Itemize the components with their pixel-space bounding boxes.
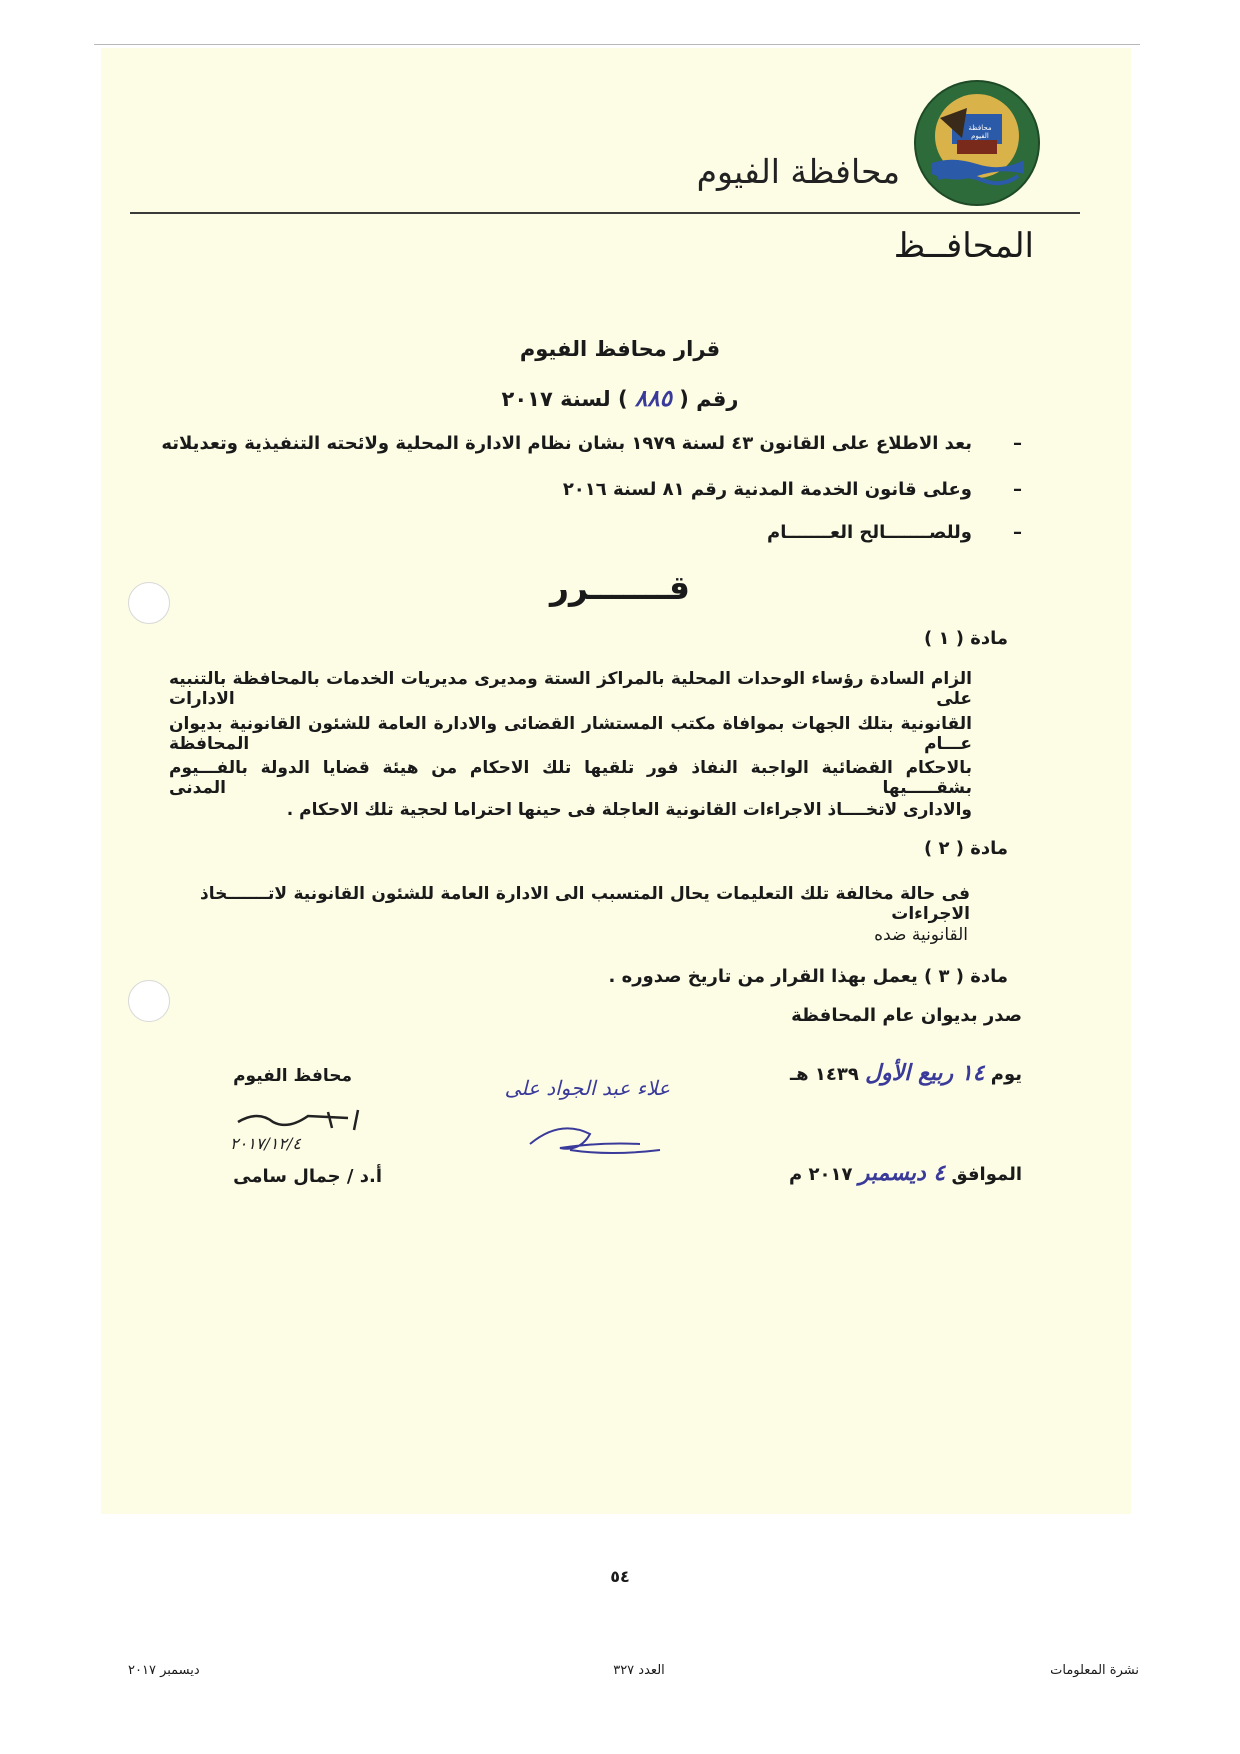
decision-number-prefix: رقم (	[679, 387, 739, 411]
preamble-line-1: بعد الاطلاع على القانون ٤٣ لسنة ١٩٧٩ بشان نظام الادارة المحلية ولائحته التنفيذية وتعديلاته	[161, 433, 972, 454]
punch-hole-top	[128, 582, 170, 624]
footer-issue: العدد ٣٢٧	[613, 1663, 665, 1678]
article-1-label: مادة ( ١ )	[923, 628, 1008, 649]
preamble-dash-1: –	[1013, 433, 1022, 454]
article-2-label: مادة ( ٢ )	[923, 838, 1008, 859]
page-number: ٥٤	[610, 1567, 630, 1586]
decision-number-handwritten: ٨٨٥	[634, 385, 672, 412]
preamble-line-2: وعلى قانون الخدمة المدنية رقم ٨١ لسنة ٢٠١٦	[562, 479, 972, 500]
signatory-title: محافظ الفيوم	[233, 1066, 352, 1086]
preamble-dash-3: –	[1013, 522, 1022, 543]
article-2-line-1: فى حالة مخالفة تلك التعليمات يحال المتسبب الى الادارة العامة للشئون القانونية لاتـــــــخاذ الاجراءات	[200, 884, 970, 924]
preamble-dash-2: –	[1013, 479, 1022, 500]
preamble-line-3: وللصـــــــالح العـــــــام	[767, 522, 972, 543]
decision-number-suffix: ) لسنة ٢٠١٧	[501, 387, 628, 411]
second-signer-handwritten: علاء عبد الجواد على	[504, 1076, 670, 1100]
governorate-logo	[912, 78, 1042, 208]
hijri-handwritten: ١٤ ربيع الأول	[865, 1060, 985, 1086]
article-1-line-1: الزام السادة رؤساء الوحدات المحلية بالمراكز الستة ومديرى مديريات الخدمات بالمحافظة بالتنبيه على الادارات	[169, 669, 972, 709]
decision-title: قرار محافظ الفيوم	[519, 337, 721, 361]
gregorian-year: ٢٠١٧ م	[789, 1164, 853, 1185]
logo-text: محافظة الفيوم	[968, 124, 992, 140]
hijri-date	[790, 1060, 1022, 1086]
punch-hole-bottom	[128, 980, 170, 1022]
decision-number	[0, 385, 1240, 412]
footer-publication: نشرة المعلومات	[1050, 1663, 1139, 1678]
signatory-name: أ.د / جمال سامى	[233, 1166, 382, 1187]
governor-title: المحافــظ	[893, 226, 1034, 266]
second-signature	[500, 1076, 680, 1166]
signature-date: ٢٠١٧/١٢/٤	[230, 1134, 301, 1153]
gregorian-prefix: الموافق	[951, 1164, 1022, 1185]
emblem-icon	[912, 78, 1042, 208]
article-1-line-4: والادارى لاتخــــاذ الاجراءات القانونية العاجلة فى حينها احتراما لحجية تلك الاحكام .	[286, 800, 972, 820]
article-2-line-2: القانونية ضده	[874, 925, 968, 945]
gregorian-date	[789, 1160, 1022, 1186]
hijri-prefix: يوم	[990, 1064, 1022, 1085]
signature-scribble-icon	[520, 1114, 670, 1159]
top-rule	[94, 44, 1140, 45]
article-1-line-3: بالاحكام القضائية الواجبة النفاذ فور تلقيها تلك الاحكام من هيئة قضايا الدولة بالفـــيوم بشقـــــيها المدنى	[169, 758, 972, 798]
gregorian-handwritten: ٤ ديسمبر	[858, 1160, 946, 1186]
governorate-name: محافظة الفيوم	[696, 152, 900, 191]
issued-at: صدر بديوان عام المحافظة	[791, 1005, 1022, 1026]
footer-date: ديسمبر ٢٠١٧	[128, 1663, 200, 1678]
hijri-year: ١٤٣٩ هـ	[790, 1064, 859, 1085]
decides-heading: قـــــــرر	[549, 568, 691, 607]
article-3-line: مادة ( ٣ ) يعمل بهذا القرار من تاريخ صدوره .	[608, 966, 1008, 987]
article-1-line-2: القانونية بتلك الجهات بموافاة مكتب المستشار القضائى والادارة العامة للشئون القانونية بديوان عـــام المحافظة	[169, 714, 972, 754]
header-rule	[130, 212, 1080, 214]
